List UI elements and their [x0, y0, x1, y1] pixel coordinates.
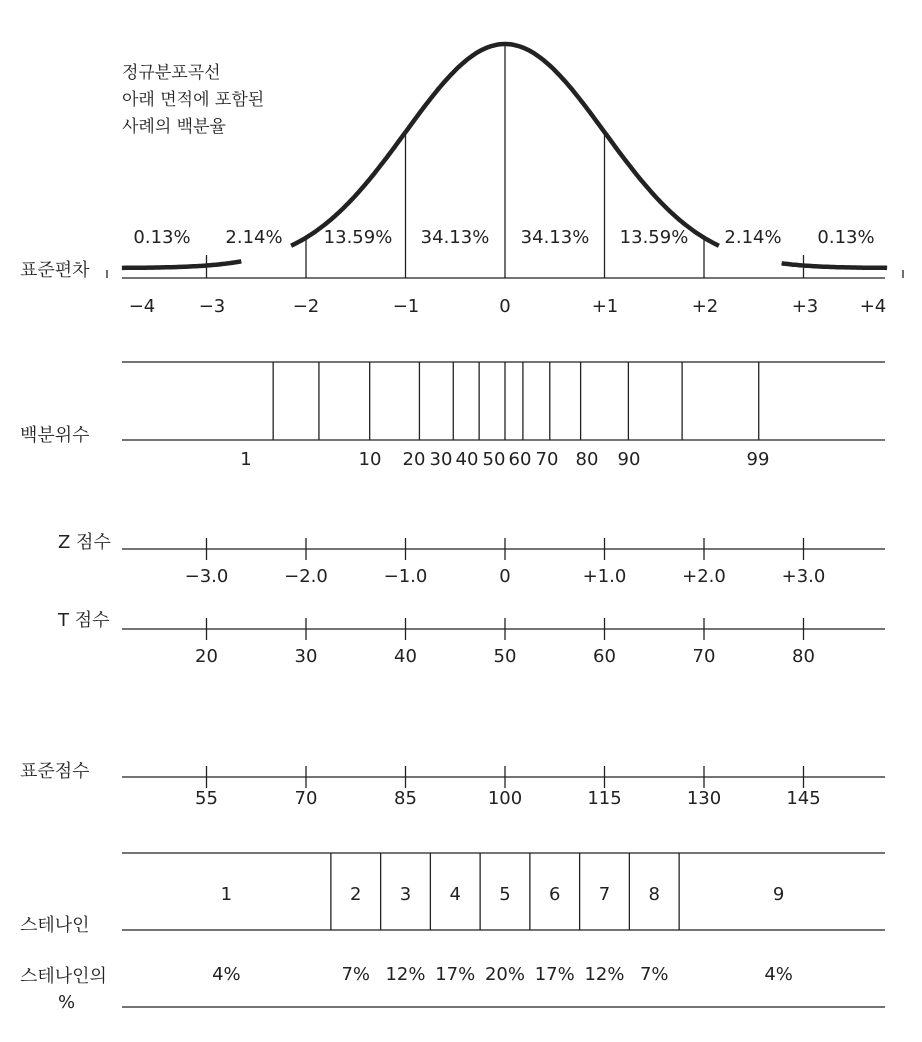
t-axis-tick-labels — [195, 646, 815, 667]
t-tick-label: 40 — [394, 646, 417, 667]
stanine-pct-value: 4% — [212, 964, 241, 985]
curve-caption — [122, 62, 264, 137]
z-tick-label: −1.0 — [383, 566, 428, 587]
sd-tick-label: −1 — [392, 296, 420, 317]
standard-tick-label: 115 — [587, 788, 622, 809]
stanine-label: 4 — [449, 884, 461, 905]
z-axis-tick-labels — [185, 566, 826, 587]
sd-tick-label: +2 — [691, 296, 719, 317]
sd-tick-label: +4 — [859, 296, 887, 317]
stanine-label: 1 — [220, 884, 233, 905]
stanine-label: 8 — [648, 884, 660, 905]
percentile-dividers — [273, 362, 759, 440]
t-tick-label: 50 — [493, 646, 517, 667]
stanine-label: 7 — [598, 884, 611, 905]
percentile-label: 1 — [240, 449, 252, 470]
area-pct-6: 13.59% — [619, 227, 689, 248]
percentile-label: 10 — [358, 449, 382, 470]
stanine-pct-label-line-1: 스테나인의 — [20, 966, 107, 987]
stanine-pct-value: 7% — [341, 964, 371, 985]
stanine-pct-values — [212, 964, 793, 985]
stanine-pct-value: 17% — [435, 964, 476, 985]
area-percentages — [133, 227, 874, 248]
sd-tick-label: 0 — [499, 296, 511, 317]
z-tick-label: −2.0 — [284, 566, 328, 587]
area-pct-7: 2.14% — [724, 227, 782, 248]
z-tick-label: +3.0 — [781, 566, 826, 587]
t-tick-label: 30 — [294, 646, 318, 667]
caption-line-3: 사례의 백분율 — [122, 117, 226, 137]
standard-tick-label: 130 — [686, 788, 722, 809]
standard-axis-label: 표준점수 — [20, 761, 90, 782]
standard-tick-label: 145 — [786, 788, 821, 809]
stanine-pct-value: 12% — [385, 964, 426, 985]
t-tick-label: 80 — [792, 646, 815, 667]
stanine-pct-value: 7% — [639, 964, 669, 985]
z-tick-label: +1.0 — [582, 566, 627, 587]
percentile-label: 30 — [429, 449, 453, 470]
caption-line-2: 아래 면적에 포함된 — [122, 90, 265, 110]
percentile-label: 99 — [746, 449, 770, 470]
percentile-label: 70 — [535, 449, 559, 470]
percentile-tick-labels — [240, 449, 769, 470]
t-tick-label: 60 — [593, 646, 616, 667]
sd-tick-label: −2 — [292, 296, 320, 317]
caption-line-1: 정규분포곡선 — [122, 63, 221, 83]
t-tick-label: 20 — [195, 646, 218, 667]
stanine-label: 2 — [350, 884, 362, 905]
stanine-labels — [221, 884, 785, 905]
z-tick-label: −3.0 — [184, 566, 229, 587]
standard-tick-label: 85 — [394, 788, 417, 809]
stanine-label: 9 — [772, 884, 785, 905]
percentile-label: 90 — [617, 449, 641, 470]
percentile-label: 60 — [508, 449, 532, 470]
sd-tick-label: −3 — [198, 296, 226, 317]
sd-axis-tick-labels — [129, 296, 887, 317]
z-axis-label: Z 점수 — [58, 532, 111, 553]
stanine-pct-label-line-2: % — [58, 992, 76, 1013]
t-tick-label: 70 — [692, 646, 716, 667]
area-pct-2: 2.14% — [225, 227, 283, 248]
stanine-pct-value: 12% — [584, 964, 625, 985]
normal-curve-left-tail — [122, 261, 241, 268]
standard-axis-tick-labels — [195, 788, 821, 809]
sd-tick-label: −4 — [128, 296, 156, 317]
z-tick-label: 0 — [499, 566, 511, 587]
percentile-label: 80 — [575, 449, 599, 470]
area-pct-4: 34.13% — [420, 227, 490, 248]
stanine-axis-label: 스테나인 — [20, 915, 90, 936]
percentile-label: 50 — [482, 449, 506, 470]
stanine-label: 6 — [549, 884, 561, 905]
standard-tick-label: 55 — [195, 788, 218, 809]
area-pct-5: 34.13% — [520, 227, 590, 248]
normal-curve-right-tail — [782, 263, 888, 268]
z-tick-label: +2.0 — [682, 566, 726, 587]
sd-tick-label: +1 — [591, 296, 619, 317]
stanine-label: 5 — [499, 884, 511, 905]
sd-tick-label: +3 — [791, 296, 819, 317]
area-pct-1: 0.13% — [133, 227, 191, 248]
area-pct-8: 0.13% — [817, 227, 875, 248]
area-pct-3: 13.59% — [323, 227, 393, 248]
stanine-pct-value: 20% — [484, 964, 526, 985]
standard-tick-label: 100 — [487, 788, 523, 809]
percentile-label: 20 — [402, 449, 426, 470]
standard-tick-label: 70 — [294, 788, 318, 809]
percentile-label: 40 — [455, 449, 479, 470]
t-axis-label: T 점수 — [58, 610, 110, 631]
percentile-axis-label: 백분위수 — [20, 425, 90, 446]
stanine-pct-value: 17% — [534, 964, 575, 985]
stanine-pct-value: 4% — [764, 964, 793, 985]
sd-axis-label: 표준편차 — [20, 260, 90, 281]
stanine-label: 3 — [399, 884, 412, 905]
